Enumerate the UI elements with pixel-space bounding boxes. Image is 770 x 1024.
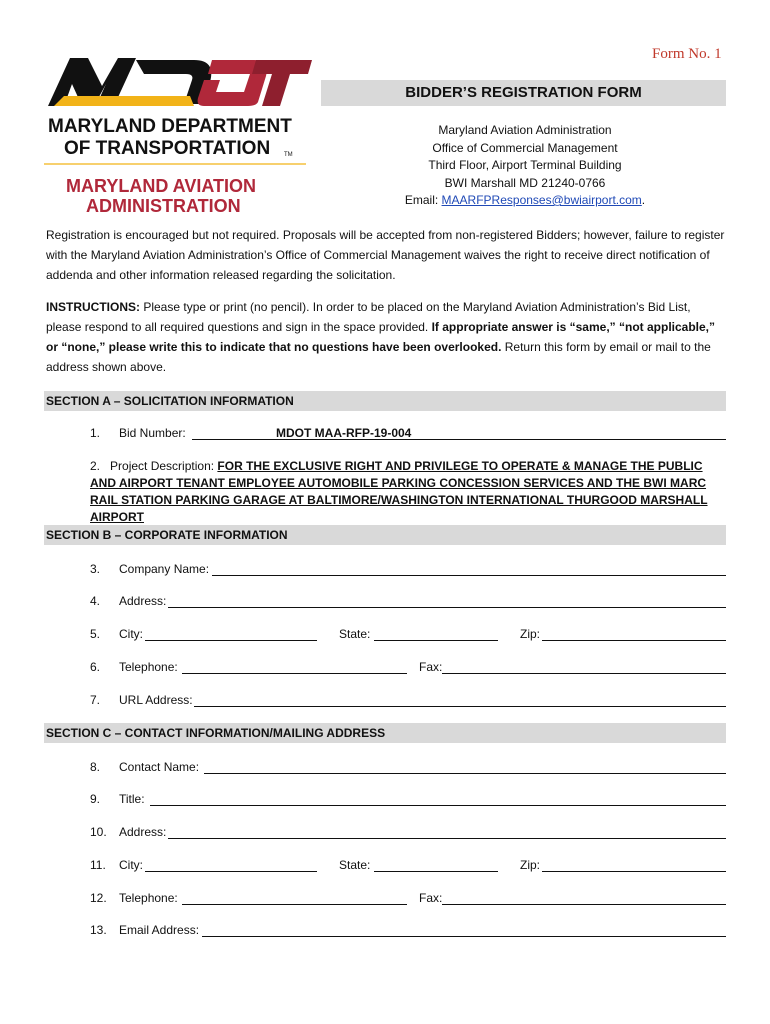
contact-address-label: Address: xyxy=(119,825,167,839)
section-a-title: SECTION A – SOLICITATION INFORMATION xyxy=(46,394,294,408)
contact-email-field[interactable] xyxy=(202,923,726,937)
address-line4: BWI Marshall MD 21240-0766 xyxy=(444,175,606,190)
contact-fax-label: Fax: xyxy=(419,891,443,905)
bid-number-label: Bid Number: xyxy=(119,426,186,440)
contact-zip-field[interactable] xyxy=(542,858,726,872)
address-email-line xyxy=(380,192,670,210)
corporate-telephone-label: Telephone: xyxy=(119,660,178,674)
company-name-label: Company Name: xyxy=(119,562,210,576)
section-c-title: SECTION C – CONTACT INFORMATION/MAILING ADDRESS xyxy=(46,726,386,740)
corporate-zip-label: Zip: xyxy=(520,627,541,641)
item-3-number: 3. xyxy=(90,562,101,576)
instructions-paragraph xyxy=(46,297,726,377)
address-line2: Office of Commercial Management xyxy=(432,140,618,155)
form-number: Form No. 1 xyxy=(652,46,722,62)
section-b-title: SECTION B – CORPORATE INFORMATION xyxy=(46,528,288,542)
item-12-number: 12. xyxy=(90,891,107,905)
form-title: BIDDER’S REGISTRATION FORM xyxy=(405,84,642,101)
instructions-bold: If appropriate answer is “same,” “not applicable,” or “none,” please write this to indicate that no questions have been overlooked. xyxy=(46,320,716,354)
item-7-number: 7. xyxy=(90,693,101,707)
bid-number-value: MDOT MAA-RFP-19-004 xyxy=(276,426,412,440)
corporate-city-field[interactable] xyxy=(145,627,317,641)
mdot-logo xyxy=(44,46,314,216)
corporate-fax-label: Fax: xyxy=(419,660,443,674)
corporate-state-field[interactable] xyxy=(374,627,498,641)
corporate-city-label: City: xyxy=(119,627,143,641)
contact-telephone-field[interactable] xyxy=(182,891,407,905)
item-9-number: 9. xyxy=(90,792,101,806)
corporate-fax-field[interactable] xyxy=(442,660,726,674)
url-address-label: URL Address: xyxy=(119,693,193,707)
url-address-field[interactable] xyxy=(194,693,726,707)
instructions-text2: Return this form by email or mail to the address shown above. xyxy=(46,340,711,374)
contact-name-field[interactable] xyxy=(204,760,726,774)
contact-city-field[interactable] xyxy=(145,858,317,872)
project-description xyxy=(90,458,730,526)
address-line1: Maryland Aviation Administration xyxy=(438,123,612,137)
contact-title-field[interactable] xyxy=(150,792,726,806)
project-description-label: Project Description: xyxy=(110,459,218,473)
instructions-text1: Please type or print (no pencil). In order to be placed on the Maryland Aviation Administration’s Bid List, please respond to all required questions and sign in the space provided. xyxy=(46,300,691,334)
corporate-address-label: Address: xyxy=(119,594,167,608)
logo-tm: TM xyxy=(284,152,293,158)
item-4-number: 4. xyxy=(90,594,101,608)
contact-state-label: State: xyxy=(339,858,371,872)
logo-line4: ADMINISTRATION xyxy=(86,196,241,216)
bid-number-field[interactable] xyxy=(192,426,726,440)
contact-city-label: City: xyxy=(119,858,143,872)
project-description-value: FOR THE EXCLUSIVE RIGHT AND PRIVILEGE TO OPERATE & MANAGE THE PUBLIC AND AIRPORT TENANT EMPLOYEE AUTOMOBILE PARKING CONCESSION SERVICES AND THE BWI MARC RAIL STATION PARKING GARAGE AT BALTIMORE/WASHINGTON INTERNATIONAL THURGOOD MARSHALL AIRPORT xyxy=(90,459,708,524)
contact-zip-label: Zip: xyxy=(520,858,541,872)
item-11-number: 11. xyxy=(90,858,106,872)
item-1-number: 1. xyxy=(90,426,101,440)
mailing-address xyxy=(380,122,670,210)
item-10-number: 10. xyxy=(90,825,107,839)
corporate-telephone-field[interactable] xyxy=(182,660,407,674)
email-link[interactable]: MAARFPResponses@bwiairport.com xyxy=(441,193,642,207)
item-8-number: 8. xyxy=(90,760,101,774)
contact-fax-field[interactable] xyxy=(442,891,726,905)
email-suffix: . xyxy=(641,193,646,207)
contact-state-field[interactable] xyxy=(374,858,498,872)
logo-line1: MARYLAND DEPARTMENT xyxy=(48,116,292,137)
company-name-field[interactable] xyxy=(212,562,726,576)
address-line3: Third Floor, Airport Terminal Building xyxy=(428,158,622,172)
logo-line2: OF TRANSPORTATION xyxy=(64,138,271,159)
mdot-logo-mark xyxy=(44,46,314,216)
contact-name-label: Contact Name: xyxy=(119,760,200,774)
contact-title-label: Title: xyxy=(119,792,145,806)
email-prefix: Email: xyxy=(404,193,442,207)
item-2-number: 2. xyxy=(90,459,101,473)
corporate-zip-field[interactable] xyxy=(542,627,726,641)
instructions-label: INSTRUCTIONS: xyxy=(46,300,140,314)
contact-address-field[interactable] xyxy=(168,825,726,839)
item-13-number: 13. xyxy=(90,923,107,937)
item-5-number: 5. xyxy=(90,627,101,641)
corporate-state-label: State: xyxy=(339,627,371,641)
contact-email-label: Email Address: xyxy=(119,923,200,937)
logo-line3: MARYLAND AVIATION xyxy=(66,176,256,196)
item-6-number: 6. xyxy=(90,660,101,674)
intro-paragraph: Registration is encouraged but not required. Proposals will be accepted from non-registered Bidders; however, failure to register with the Maryland Aviation Administration’s Office of Commercial Management waives the right to receive direct notification of addenda and other information released regarding the solicitation. xyxy=(46,228,725,282)
contact-telephone-label: Telephone: xyxy=(119,891,178,905)
corporate-address-field[interactable] xyxy=(168,594,726,608)
